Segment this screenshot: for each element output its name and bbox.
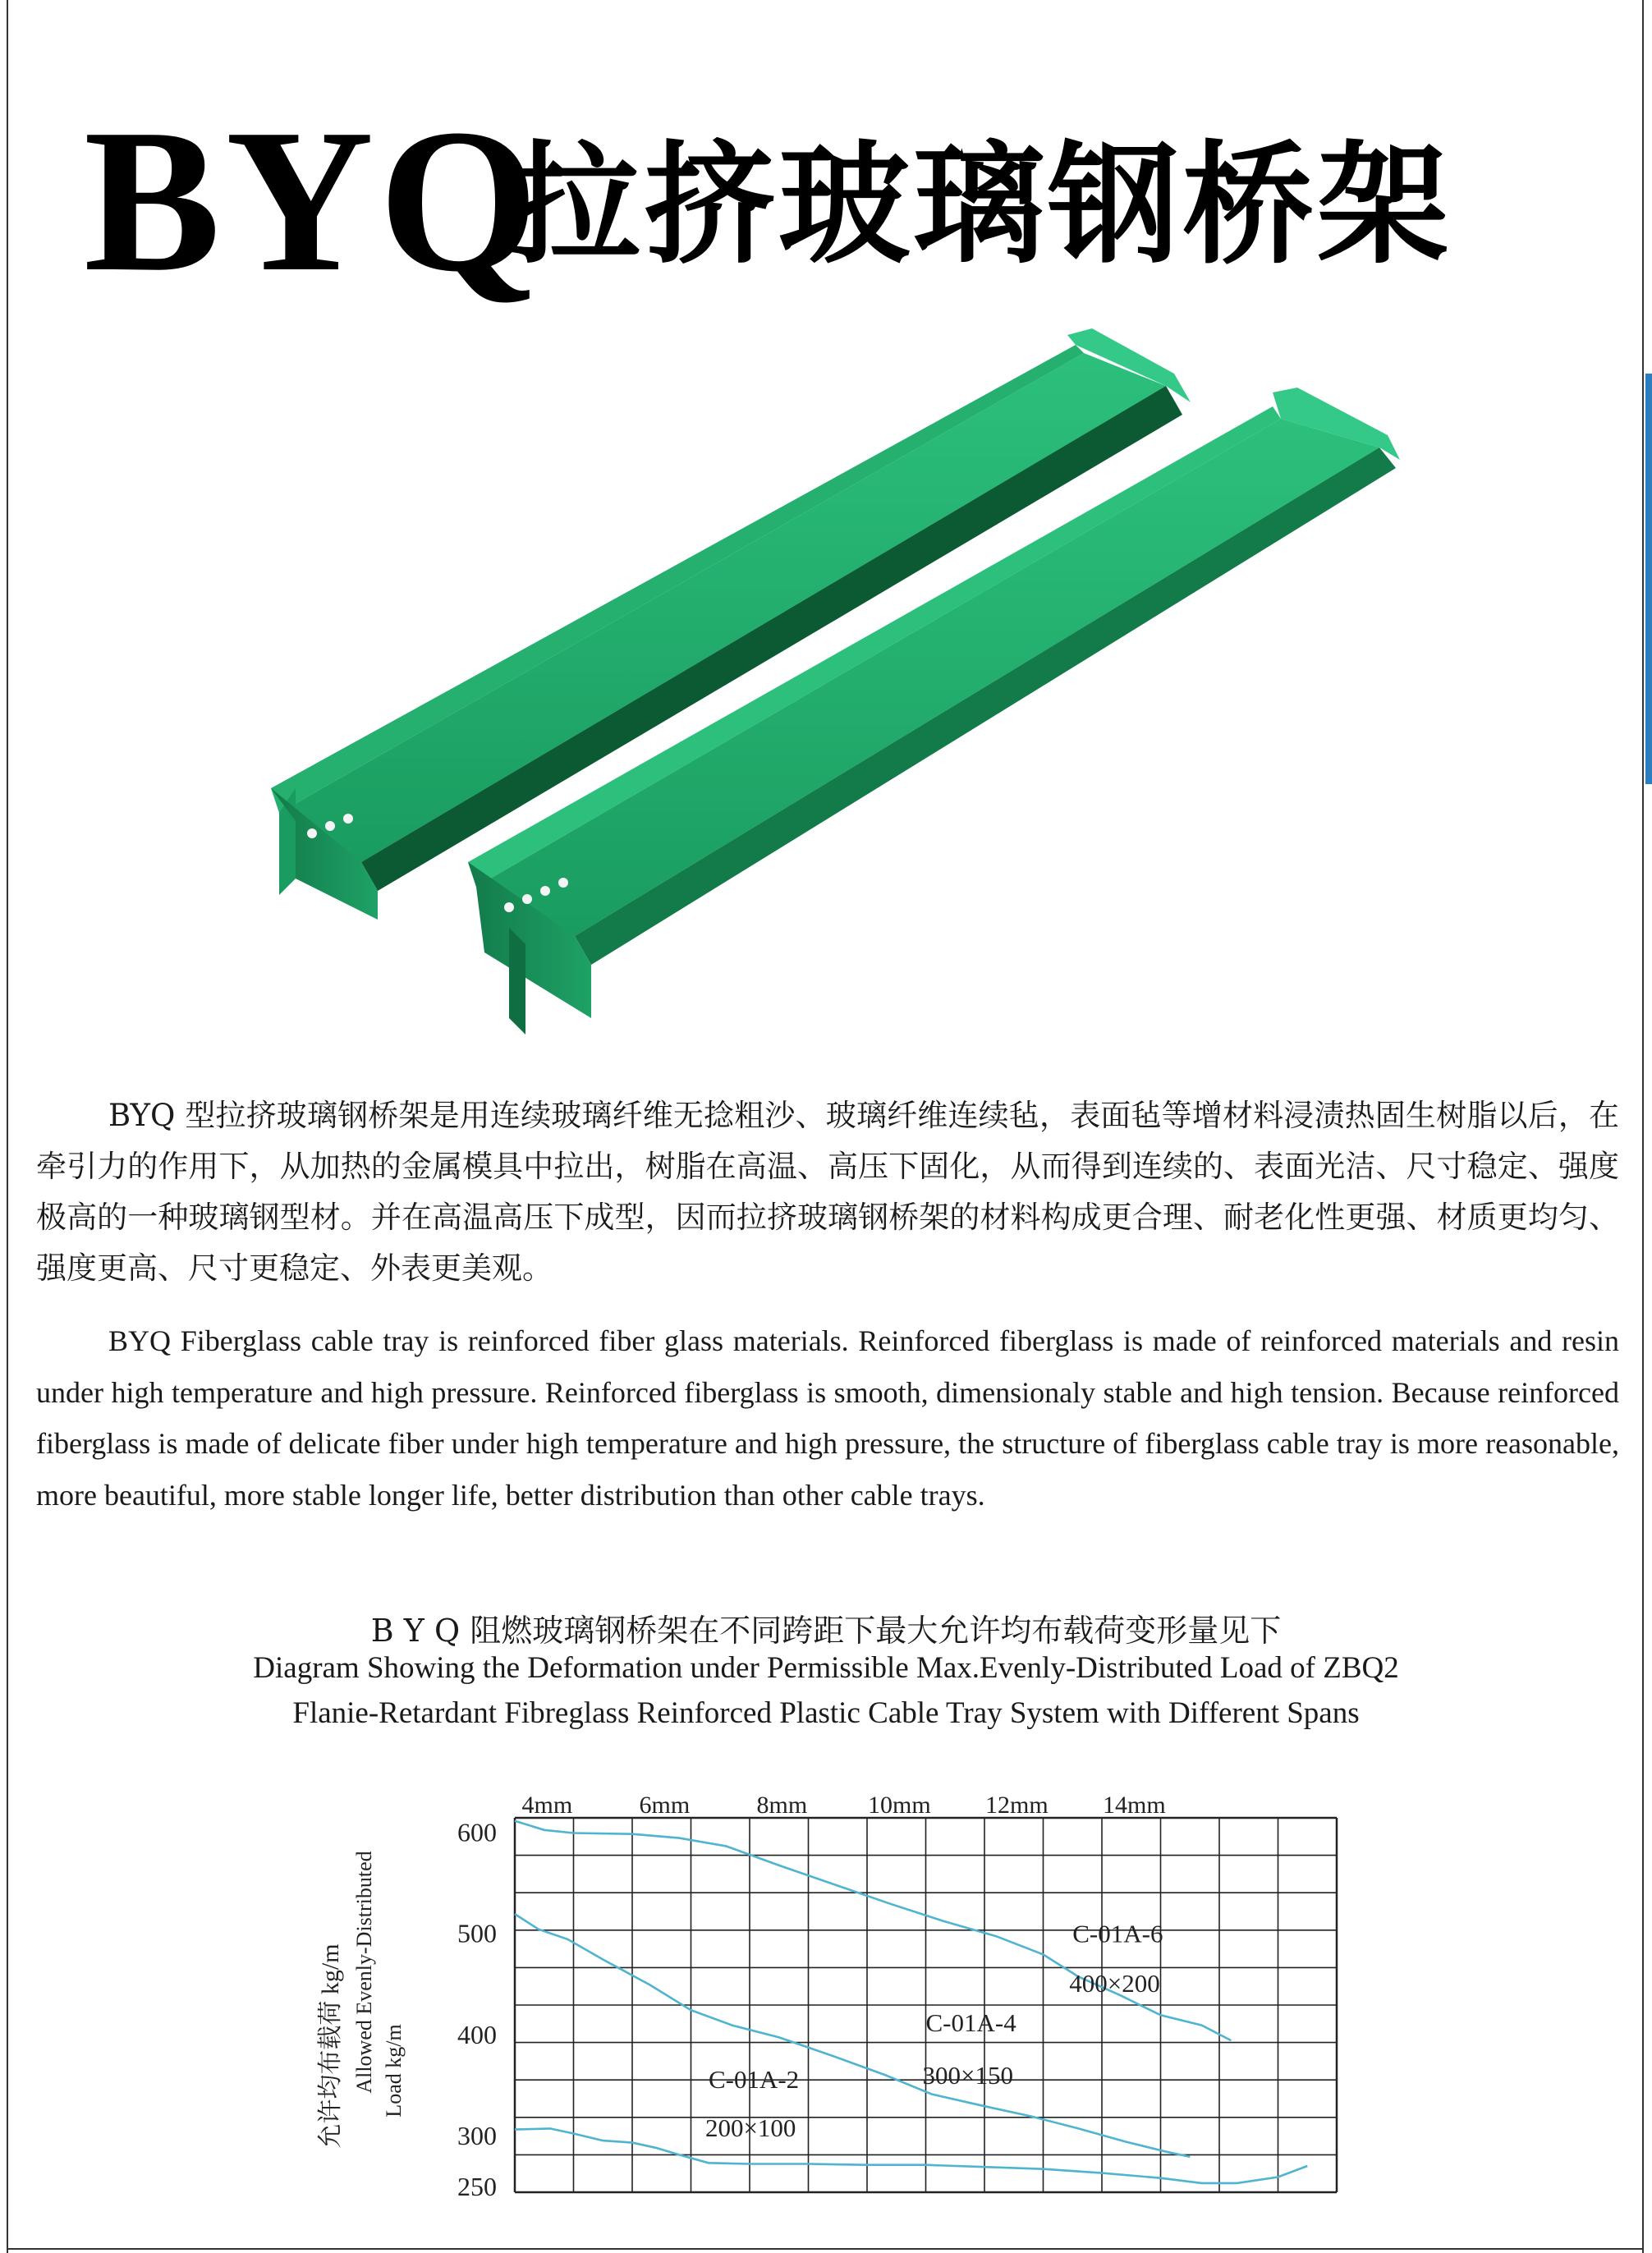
chart-caption-cn: B Y Q 阻燃玻璃钢桥架在不同跨距下最大允许均布载荷变形量见下 [370,1613,1282,1649]
y-tick-label: 400 [457,2019,497,2049]
y-tick-label: 250 [457,2171,497,2201]
top-axis-label: 14mm [1102,1792,1166,1819]
page-title-latin: BYQ [84,87,544,314]
edge-tab-marker [1645,374,1652,784]
y-axis-title-en-1: Allowed Evenly-Distributed [352,1851,376,2094]
y-axis-title-en-2: Load kg/m [382,2024,406,2118]
chart-labels [705,1920,1163,2143]
series-label-name: C-01A-2 [708,2065,800,2095]
series-label-name: C-01A-6 [1072,1919,1163,1948]
page-border-right [1642,0,1644,2253]
series-label-size: 200×100 [704,2113,796,2143]
y-axis-title-cn: 允许均布载荷 kg/m [317,1943,344,2149]
chart-caption-en-2: Flanie-Retardant Fibreglass Reinforced Plastic Cable Tray System with Different Spans [292,1696,1360,1730]
y-tick-label: 500 [457,1918,497,1948]
top-axis-label: 12mm [984,1792,1049,1819]
description-en: BYQ Fiberglass cable tray is reinforced fiber glass materials. Reinforced fiberglass is made of reinforced materials and resin under high temperature and high pressure. Reinforced fiberglass is smooth, dimensionaly stable and high tension. Because reinforced fiberglass is made of delicate fiber under high temperature and high pressure, the structure of fiberglass cable tray is more reasonable, more beautiful, more stable longer life, better distribution than other cable trays. [36,1324,1619,1512]
page-border-bottom [7,2248,1644,2250]
y-tick-label: 600 [457,1817,497,1847]
load-deformation-chart [296,1782,1363,2209]
description-cn: BYQ 型拉挤玻璃钢桥架是用连续玻璃纤维无捻粗沙、玻璃纤维连续毡，表面毡等增材料浸渍热固生树脂以后，在牵引力的作用下，从加热的金属模具中拉出，树脂在高温、高压下固化，从而得到连续的、表面光洁、尺寸稳定、强度极高的一种玻璃钢型材。并在高温高压下成型，因而拉挤玻璃钢桥架的材料构成更合理、耐老化性更强、材质更均匀、强度更高、尺寸更稳定、外表更美观。 [36,1098,1619,1286]
page-title-cjk: 拉挤玻璃钢桥架 [509,128,1452,282]
top-axis-label: 6mm [639,1792,691,1819]
top-axis-label: 8mm [756,1792,808,1819]
chart-series [515,1821,1307,2183]
series-label-size: 400×200 [1069,1968,1160,1998]
y-tick-label: 300 [457,2121,497,2151]
page-border-left [7,0,8,2253]
series-line-c-01a-4 [515,1914,1190,2157]
chart-caption-en-1: Diagram Showing the Deformation under Permissible Max.Evenly-Distributed Load of ZBQ2 [253,1651,1399,1685]
series-label-name: C-01A-4 [925,2008,1016,2038]
series-label-size: 300×150 [922,2061,1013,2090]
cable-tray-illustration [213,296,1429,1051]
top-axis-label: 10mm [867,1792,931,1819]
chart-grid [515,1818,1337,2192]
top-axis-label: 4mm [521,1792,573,1819]
